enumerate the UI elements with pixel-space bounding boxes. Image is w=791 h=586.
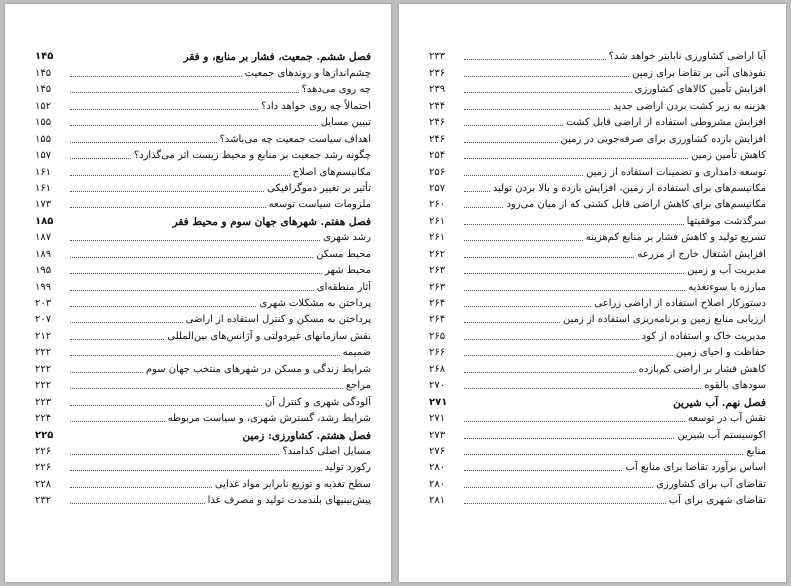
toc-page-number: ۲۵۶	[429, 166, 446, 178]
toc-page-number: ۲۶۳	[429, 281, 446, 293]
toc-entry-title: فصل هشتم. کشاورزی: زمین	[242, 429, 371, 442]
toc-leader-dots	[70, 372, 143, 373]
toc-entry-title: حفاظت و احیای زمین	[675, 347, 766, 359]
toc-page-number: ۲۵۴	[429, 150, 446, 162]
toc-entry	[35, 228, 371, 244]
toc-leader-dots	[464, 59, 606, 60]
toc-page-number: ۱۵۵	[35, 117, 52, 129]
toc-leader-dots	[464, 487, 653, 488]
toc-page-number: ۲۳۳	[429, 51, 446, 63]
toc-leader-dots	[464, 454, 743, 455]
toc-entry-title: مسایل اصلی کدامند؟	[282, 445, 371, 457]
toc-entry	[429, 228, 766, 244]
toc-entry-title: کاهش فشار بر اراضی کم‌بازده	[638, 363, 766, 375]
toc-entry	[429, 47, 766, 63]
toc-leader-dots	[70, 207, 266, 208]
toc-entry	[429, 261, 766, 277]
toc-page-number: ۱۶۱	[35, 166, 52, 178]
toc-entry-title: ضمیمه	[342, 347, 371, 359]
toc-leader-dots	[70, 355, 340, 356]
toc-entry	[429, 326, 766, 342]
toc-entry-title: تبیین مسایل	[320, 117, 371, 129]
toc-page-number: ۲۷۱	[429, 396, 448, 408]
toc-page-number: ۲۸۱	[429, 495, 446, 507]
toc-entry-title: سرگذشت موفقیتها	[686, 215, 766, 227]
toc-entry-title: ملزومات سیاست توسعه	[268, 199, 371, 211]
toc-page-number: ۲۶۵	[429, 330, 446, 342]
toc-leader-dots	[464, 240, 583, 241]
toc-chapter-heading	[35, 425, 371, 441]
toc-chapter-heading	[429, 392, 766, 408]
toc-leader-dots	[464, 224, 684, 225]
toc-entry	[429, 294, 766, 310]
toc-leader-dots	[464, 438, 674, 439]
toc-entry	[35, 179, 371, 195]
toc-entry	[35, 343, 371, 359]
toc-leader-dots	[70, 76, 242, 77]
toc-leader-dots	[464, 372, 636, 373]
toc-page-number: ۲۰۷	[35, 314, 52, 326]
toc-entry-title: فصل هفتم. شهرهای جهان سوم و محیط فقر	[172, 215, 371, 228]
toc-page-number: ۲۲۲	[35, 363, 52, 375]
toc-leader-dots	[464, 306, 591, 307]
toc-entry-title: مبارزه با سوءتغذیه	[688, 281, 766, 293]
toc-page-number: ۱۵۵	[35, 133, 52, 145]
toc-page-number: ۲۲۴	[35, 413, 52, 425]
toc-entry-title: مراجع	[345, 380, 371, 392]
toc-entry-title: رشد شهری	[323, 232, 371, 244]
toc-leader-dots	[70, 257, 313, 258]
toc-page-number: ۲۲۳	[35, 396, 52, 408]
toc-entry-title: کاهش تأمین زمین	[691, 150, 766, 162]
toc-entry-title: فصل نهم. آب شیرین	[673, 396, 766, 409]
toc-entry	[429, 179, 766, 195]
toc-leader-dots	[70, 503, 205, 504]
toc-leader-dots	[70, 125, 318, 126]
toc-entry-title: آثار منطقه‌ای	[316, 281, 371, 293]
toc-entry	[429, 458, 766, 474]
toc-entry-title: افزایش اشتغال خارج از مزرعه	[637, 248, 766, 260]
toc-entry-title: رکورد تولید	[324, 462, 371, 474]
toc-entry-title: ارزیابی منابع زمین و برنامه‌ریزی استفاده از زمین	[562, 314, 766, 326]
toc-entry-title: تأثیر بر تغییر دموگرافیکی	[267, 182, 371, 194]
toc-page-number: ۱۸۵	[35, 215, 54, 227]
toc-entry-title: افزایش مشروطی استفاده از اراضی قابل کشت	[566, 117, 766, 129]
toc-page-number: ۲۶۳	[429, 265, 446, 277]
toc-entry	[35, 310, 371, 326]
toc-entry-title: نقش سازمانهای غیردولتی و آژانس‌های بین‌المللی	[167, 330, 371, 342]
toc-page-number: ۲۲۶	[35, 462, 52, 474]
toc-entry	[35, 80, 371, 96]
toc-entry-title: مدیریت آب و زمین	[687, 265, 766, 277]
toc-entry-title: اکوسیستم آب شیرین	[677, 429, 766, 441]
toc-page-number: ۲۳۲	[35, 495, 52, 507]
toc-entry-title: مدیریت خاک و استفاده از کود	[641, 330, 766, 342]
toc-page-number: ۲۷۳	[429, 429, 446, 441]
toc-page-number: ۲۲۲	[35, 347, 52, 359]
toc-leader-dots	[70, 158, 131, 159]
toc-leader-dots	[464, 273, 684, 274]
toc-leader-dots	[464, 355, 673, 356]
toc-entry-title: پرداختن به مسکن و کنترل استفاده از اراضی	[185, 314, 371, 326]
toc-leader-dots	[70, 470, 322, 471]
toc-entry-title: تسریع تولید و کاهش فشار بر منابع کم‌هزینه	[585, 232, 766, 244]
toc-page-number: ۱۶۱	[35, 182, 52, 194]
toc-leader-dots	[464, 339, 639, 340]
toc-entry	[35, 195, 371, 211]
toc-leader-dots	[464, 92, 632, 93]
toc-entry-title: نقش آب در توسعه	[687, 413, 766, 425]
toc-leader-dots	[464, 207, 503, 208]
toc-entry-title: آلودگی شهری و کنترل آن	[264, 396, 371, 408]
toc-page-number: ۲۵۷	[429, 182, 446, 194]
toc-entry	[35, 474, 371, 490]
toc-leader-dots	[464, 191, 490, 192]
toc-leader-dots	[464, 257, 634, 258]
toc-entry-title: منابع	[746, 445, 766, 457]
toc-leader-dots	[70, 487, 212, 488]
toc-entry-title: تقاضای شهری برای آب	[668, 495, 766, 507]
toc-leader-dots	[70, 388, 343, 389]
toc-leader-dots	[70, 92, 299, 93]
toc-entry	[35, 442, 371, 458]
toc-entry	[35, 244, 371, 260]
toc-leader-dots	[464, 322, 560, 323]
toc-page-number: ۲۰۳	[35, 298, 52, 309]
toc-chapter-heading	[35, 211, 371, 227]
toc-leader-dots	[70, 454, 279, 455]
toc-entry-title: محیط مسکن	[316, 248, 371, 260]
toc-entry	[35, 277, 371, 293]
toc-leader-dots	[464, 470, 622, 471]
toc-leader-dots	[70, 306, 256, 307]
toc-leader-dots	[70, 191, 264, 192]
toc-leader-dots	[464, 76, 629, 77]
toc-page-number: ۲۶۲	[429, 248, 446, 260]
toc-page-number: ۱۵۲	[35, 100, 52, 112]
toc-entry-title: توسعه دامداری و تضمینات استفاده از زمین	[586, 166, 766, 178]
toc-leader-dots	[464, 290, 685, 291]
toc-entry-title: پیش‌بینیهای بلندمدت تولید و مصرف غذا	[207, 495, 371, 507]
toc-entry	[429, 376, 766, 392]
toc-entry	[429, 277, 766, 293]
toc-page-number: ۲۶۴	[429, 314, 446, 326]
toc-page-number: ۲۲۲	[35, 380, 52, 392]
toc-page-number: ۲۱۲	[35, 330, 52, 342]
toc-entry-title: شرایط زندگی و مسکن در شهرهای منتخب جهان سوم	[145, 363, 371, 375]
toc-entry	[429, 80, 766, 96]
toc-entry	[35, 96, 371, 112]
toc-entry-title: مکانیسم‌های برای استفاده از زمین، افزایش بازده و بالا بردن تولید	[492, 182, 766, 194]
toc-page-number: ۲۲۶	[35, 445, 52, 457]
toc-entry	[429, 310, 766, 326]
toc-entry	[35, 458, 371, 474]
toc-entry	[429, 359, 766, 375]
toc-entry	[35, 146, 371, 162]
toc-leader-dots	[70, 175, 290, 176]
toc-entry	[429, 96, 766, 112]
toc-page-number: ۱۹۹	[35, 281, 52, 293]
toc-page-number: ۲۶۱	[429, 232, 446, 244]
toc-entry-title: پرداختن به مشکلات شهری	[259, 298, 371, 309]
toc-leader-dots	[464, 421, 685, 422]
toc-entry-title: سودهای بالقوه	[704, 380, 766, 392]
toc-entry	[35, 326, 371, 342]
toc-entry-title: افزایش بازده کشاورزی برای صرفه‌جویی در زمین	[560, 133, 766, 145]
toc-leader-dots	[70, 339, 164, 340]
toc-leader-dots	[464, 125, 563, 126]
toc-entry	[35, 392, 371, 408]
toc-entry	[429, 113, 766, 129]
toc-entry	[35, 294, 371, 310]
toc-entry-title: تقاضای آب برای کشاورزی	[656, 478, 766, 490]
toc-entry-title: هزینه به زیر کشت بردن اراضی جدید	[613, 100, 766, 112]
toc-entry	[429, 343, 766, 359]
toc-page-number: ۲۶۰	[429, 199, 446, 211]
toc-page-number: ۱۴۵	[35, 67, 52, 79]
toc-entry	[429, 162, 766, 178]
toc-page-number: ۲۲۸	[35, 478, 52, 490]
toc-entry	[35, 261, 371, 277]
toc-entry-title: نفوذهای آتی بر تقاضا برای زمین	[632, 67, 766, 79]
toc-list	[35, 47, 371, 507]
toc-entry-title: چشم‌اندازها و روندهای جمعیت	[244, 67, 371, 79]
toc-page-number: ۱۵۷	[35, 150, 52, 162]
toc-leader-dots	[70, 142, 217, 143]
toc-entry	[35, 63, 371, 79]
page-right	[399, 4, 786, 582]
toc-list	[429, 47, 766, 507]
toc-page-number: ۲۸۰	[429, 462, 446, 474]
toc-page-number: ۲۴۶	[429, 133, 446, 145]
toc-leader-dots	[464, 142, 558, 143]
toc-entry	[429, 442, 766, 458]
toc-page-number: ۲۷۶	[429, 445, 446, 457]
toc-page-number: ۲۶۱	[429, 215, 446, 227]
toc-page-number: ۱۸۷	[35, 232, 52, 244]
toc-entry	[429, 425, 766, 441]
toc-entry	[429, 491, 766, 507]
toc-leader-dots	[70, 421, 165, 422]
toc-entry	[35, 359, 371, 375]
toc-entry-title: افزایش تأمین کالاهای کشاورزی	[634, 84, 766, 96]
toc-page-number: ۲۸۰	[429, 478, 446, 490]
toc-entry	[429, 409, 766, 425]
toc-leader-dots	[70, 405, 262, 406]
toc-entry-title: محیط شهر	[324, 265, 371, 277]
toc-leader-dots	[464, 158, 688, 159]
toc-entry	[429, 195, 766, 211]
page-left	[5, 4, 391, 582]
toc-leader-dots	[70, 273, 322, 274]
toc-entry-title: شرایط رشد، گسترش شهری، و سیاست مربوطه	[167, 413, 371, 425]
toc-leader-dots	[464, 388, 701, 389]
toc-entry	[35, 162, 371, 178]
toc-entry-title: آیا اراضی کشاورزی نابابتر خواهد شد؟	[608, 51, 766, 63]
toc-entry-title: اهداف سیاست جمعیت چه می‌باشد؟	[219, 133, 371, 145]
toc-entry	[35, 113, 371, 129]
toc-page-number: ۲۲۵	[35, 429, 54, 441]
toc-entry-title: سطح تغذیه و توزیع نابرابر مواد غذایی	[214, 478, 371, 490]
toc-page-number: ۲۶۴	[429, 298, 446, 309]
toc-leader-dots	[70, 322, 183, 323]
toc-page-number: ۲۷۱	[429, 413, 446, 425]
toc-entry	[429, 474, 766, 490]
toc-page-number: ۲۳۹	[429, 84, 446, 96]
toc-page-number: ۱۸۹	[35, 248, 52, 260]
toc-page-number: ۲۳۶	[429, 67, 446, 79]
toc-entry-title: چه روی می‌دهد؟	[301, 84, 371, 96]
toc-entry	[35, 376, 371, 392]
toc-leader-dots	[464, 175, 583, 176]
toc-page-number: ۱۷۳	[35, 199, 52, 211]
toc-leader-dots	[70, 240, 320, 241]
toc-leader-dots	[464, 503, 666, 504]
toc-chapter-heading	[35, 47, 371, 63]
toc-page-number: ۲۴۴	[429, 100, 446, 112]
toc-page-number: ۲۶۶	[429, 347, 446, 359]
toc-page-number: ۱۹۵	[35, 265, 52, 277]
toc-entry-title: فصل ششم. جمعیت، فشار بر منابع، و فقر	[183, 51, 371, 64]
toc-entry	[35, 491, 371, 507]
toc-entry	[429, 63, 766, 79]
toc-leader-dots	[464, 109, 610, 110]
toc-entry	[429, 129, 766, 145]
toc-entry-title: چگونه رشد جمعیت بر منابع و محیط زیست اثر می‌گذارد؟	[133, 150, 371, 162]
toc-entry	[35, 409, 371, 425]
toc-leader-dots	[70, 290, 314, 291]
toc-entry-title: دستورکار اصلاح استفاده از اراضی زراعی	[594, 298, 766, 309]
toc-page-number: ۲۶۸	[429, 363, 446, 375]
toc-page-number: ۲۴۶	[429, 117, 446, 129]
toc-entry	[429, 146, 766, 162]
toc-page-number: ۱۴۵	[35, 51, 54, 63]
toc-entry-title: احتمالاً چه روی خواهد داد؟	[261, 100, 371, 112]
toc-entry	[429, 244, 766, 260]
toc-entry-title: مکانیسم‌های اصلاح	[292, 166, 371, 178]
toc-entry-title: مکانیسم‌های برای کاهش اراضی قابل کشتی که از میان می‌رود	[506, 199, 766, 211]
toc-entry	[429, 211, 766, 227]
toc-page-number: ۱۴۵	[35, 84, 52, 96]
toc-page-number: ۲۷۰	[429, 380, 446, 392]
toc-leader-dots	[70, 109, 258, 110]
toc-entry-title: اساس برآورد تقاضا برای منابع آب	[625, 462, 766, 474]
toc-entry	[35, 129, 371, 145]
